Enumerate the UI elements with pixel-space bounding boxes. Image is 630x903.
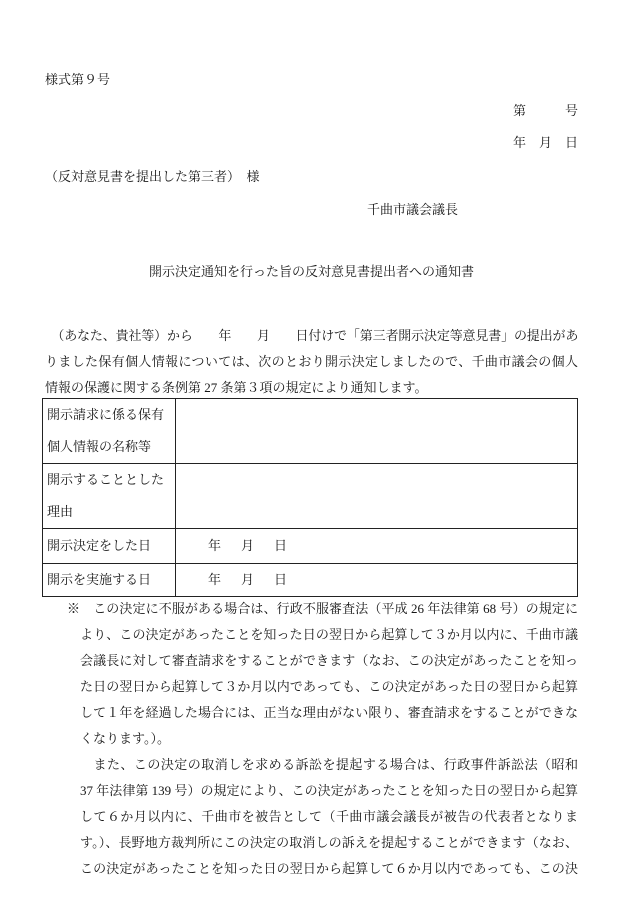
note-line: す。）、長野地方裁判所にこの決定の取消しの訴えを提起することができます（なお、 xyxy=(80,835,578,850)
note-line: た日の翌日から起算して３か月以内であっても、この決定があった日の翌日から起算 xyxy=(80,679,578,694)
note-paragraph xyxy=(80,752,578,882)
note-line: 37 年法律第 139 号）の規定により、この決定があったことを知った日の翌日から起算 xyxy=(80,783,578,798)
note-line: また、この決定の取消しを求める訴訟を提起する場合は、行政事件訴訟法（昭和 xyxy=(80,757,578,772)
note-line: より、この決定があったことを知った日の翌日から起算して３か月以内に、千曲市議 xyxy=(80,627,578,642)
note-line: この決定があったことを知った日の翌日から起算して６か月以内であっても、この決 xyxy=(80,861,578,876)
notice-title: 開示決定通知を行った旨の反対意見書提出者への通知書 xyxy=(148,264,474,279)
table-label: 開示決定をした日 xyxy=(43,529,176,564)
table-label-line: 開示請求に係る保有 xyxy=(47,407,165,422)
table-label-line: 個人情報の名称等 xyxy=(47,439,152,454)
info-table-body xyxy=(43,399,578,597)
body-line: りました保有個人情報については、次のとおり開示決定しましたので、千曲市議会の個人 xyxy=(45,354,578,369)
notes xyxy=(67,596,578,882)
document-date: 年 月 日 xyxy=(512,135,578,150)
table-label: 開示を実施する日 xyxy=(43,564,176,597)
body-line: （あなた、貴社等）から 年 月 日付けで「第三者開示決定等意見書」の提出があ xyxy=(45,328,578,343)
table-value xyxy=(176,464,578,529)
note-paragraph xyxy=(67,596,578,752)
table-label xyxy=(43,464,176,529)
addressee: （反対意見書を提出した第三者） 様 xyxy=(45,169,260,184)
table-label xyxy=(43,399,176,464)
table-row xyxy=(43,529,578,564)
table-row xyxy=(43,464,578,529)
note-line: して６か月以内に、千曲市を被告として（千曲市議会議長が被告の代表者となりま xyxy=(80,809,578,824)
note-line: 会議長に対して審査請求をすることができます（なお、この決定があったことを知っ xyxy=(80,653,578,668)
table-value xyxy=(176,399,578,464)
table-value: 年 月 日 xyxy=(176,564,578,597)
notice-body xyxy=(45,323,578,401)
table-row xyxy=(43,399,578,464)
note-line: くなります。）。 xyxy=(80,731,170,746)
note-line: ※ この決定に不服がある場合は、行政不服審査法（平成 26 年法律第 68 号）の規定に xyxy=(67,601,578,616)
info-table xyxy=(42,398,578,597)
table-value: 年 月 日 xyxy=(176,529,578,564)
table-label-line: 理由 xyxy=(47,504,74,519)
table-label-line: 開示することとした xyxy=(47,472,165,487)
form-number: 様式第９号 xyxy=(45,72,111,87)
sender: 千曲市議会議長 xyxy=(367,202,459,217)
body-line: 情報の保護に関する条例第 27 条第３項の規定により通知します。 xyxy=(45,380,428,395)
note-line: して１年を経過した場合には、正当な理由がない限り、審査請求をすることができな xyxy=(80,705,578,720)
document-number: 第 号 xyxy=(512,103,578,118)
table-row xyxy=(43,564,578,597)
